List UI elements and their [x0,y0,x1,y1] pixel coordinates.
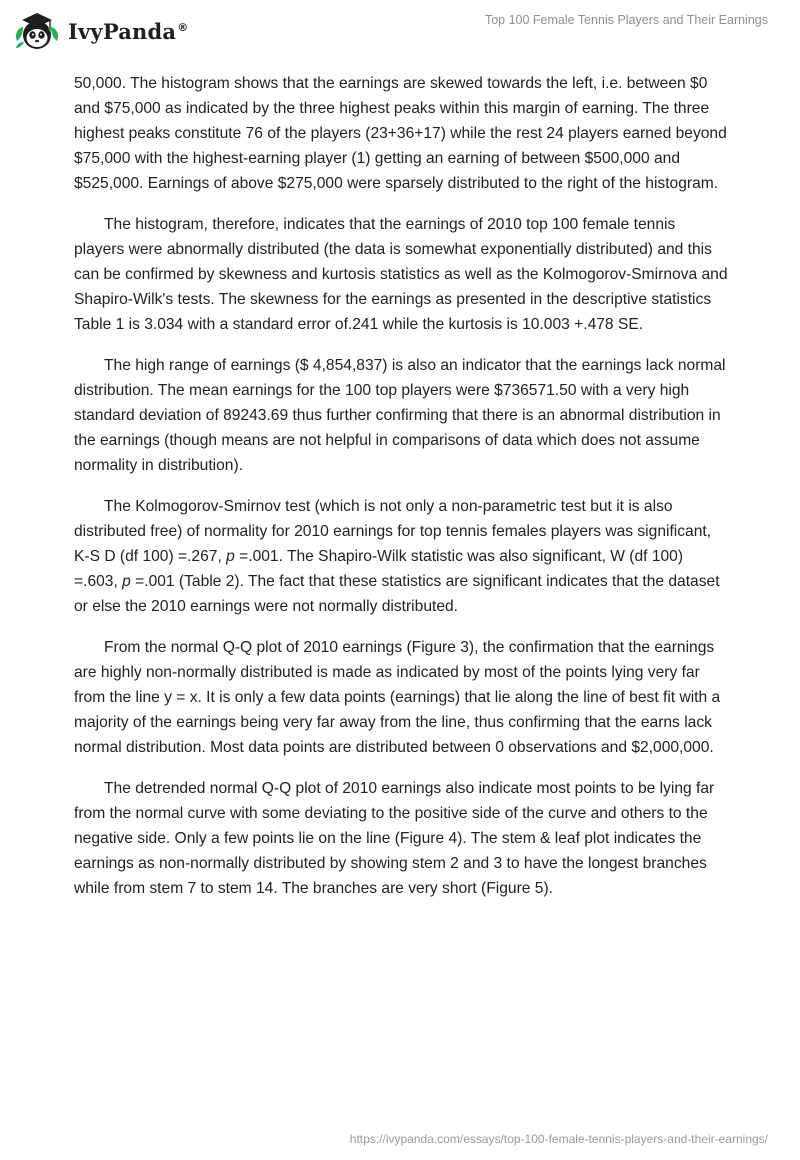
brand-name: IvyPanda® [68,18,189,44]
paragraph-1: 50,000. The histogram shows that the earnings are skewed towards the left, i.e. between $0 and $75,000 as indicated by the three highest peaks within this margin of earning. The three highest peaks constitute 76 of the players (23+36+17) while the rest 24 players earned beyond $75,000 with the highest-earning player (1) getting an earning of between $500,000 and $525,000. Earnings of above $275,000 were sparsely distributed to the right of the histogram. [74,75,727,192]
registered-mark: ® [177,20,189,34]
paragraph-5: From the normal Q-Q plot of 2010 earnings (Figure 3), the confirmation that the earnings are highly non-normally distributed is made as indicated by most of the points lying very far from the line y = x. It is only a few data points (earnings) that lie along the line of best fit with a majority of the earnings being very far away from the line, thus confirming that the earns lack normal distribution. Most data points are distributed between 0 observations and $2,000,000. [74,639,721,756]
paragraph-2: The histogram, therefore, indicates that the earnings of 2010 top 100 female tennis players were abnormally distributed (the data is somewhat exponentially distributed) and this can be confirmed by skewness and kurtosis statistics as well as the Kolmogorov-Smirnova and Shapiro-Wilk's tests. The skewness for the earnings as presented in the descriptive statistics Table 1 is 3.034 with a standard error of.241 while the kurtosis is 10.003 +.478 SE. [74,216,728,333]
ivypanda-logo[interactable] [14,8,188,54]
graduation-cap-panda-icon [14,8,60,54]
paragraph-4 [74,494,728,619]
essay-body [74,71,728,917]
page-header [0,0,800,60]
paragraph-4-text-c: =.001 (Table 2). The fact that these statistics are significant indicates that the dataset or else the 2010 earnings were not normally distributed. [74,573,720,615]
paragraph-4-text-a: The Kolmogorov-Smirnov test (which is not only a non-parametric test but it is also distributed free) of normality for 2010 earnings for top tennis females players was significant, K-S D (df 100) =.267, [74,498,712,565]
source-url-link[interactable]: https://ivypanda.com/essays/top-100-female-tennis-players-and-their-earnings/ [349,1132,768,1146]
paragraph-3: The high range of earnings ($ 4,854,837) is also an indicator that the earnings lack normal distribution. The mean earnings for the 100 top players were $736571.50 with a very high standard deviation of 89243.69 thus further confirming that there is an abnormal distribution in the earnings (though means are not helpful in comparisons of data which does not assume normality in distribution). [74,357,726,474]
paragraph-6: The detrended normal Q-Q plot of 2010 earnings also indicate most points to be lying far from the normal curve with some deviating to the positive side of the curve and others to the negative side. Only a few points lie on the line (Figure 4). The stem & leaf plot indicates the earnings as non-normally distributed by showing stem 2 and 3 to have the longest branches while from stem 7 to stem 14. The branches are very short (Figure 5). [74,780,715,897]
p-value-symbol: p [226,548,235,565]
document-running-title: Top 100 Female Tennis Players and Their Earnings [484,13,768,27]
p-value-symbol: p [122,573,131,590]
paragraph-4-text-b: =.001. The Shapiro-Wilk statistic was also significant, W (df 100) =.603, [74,548,684,590]
